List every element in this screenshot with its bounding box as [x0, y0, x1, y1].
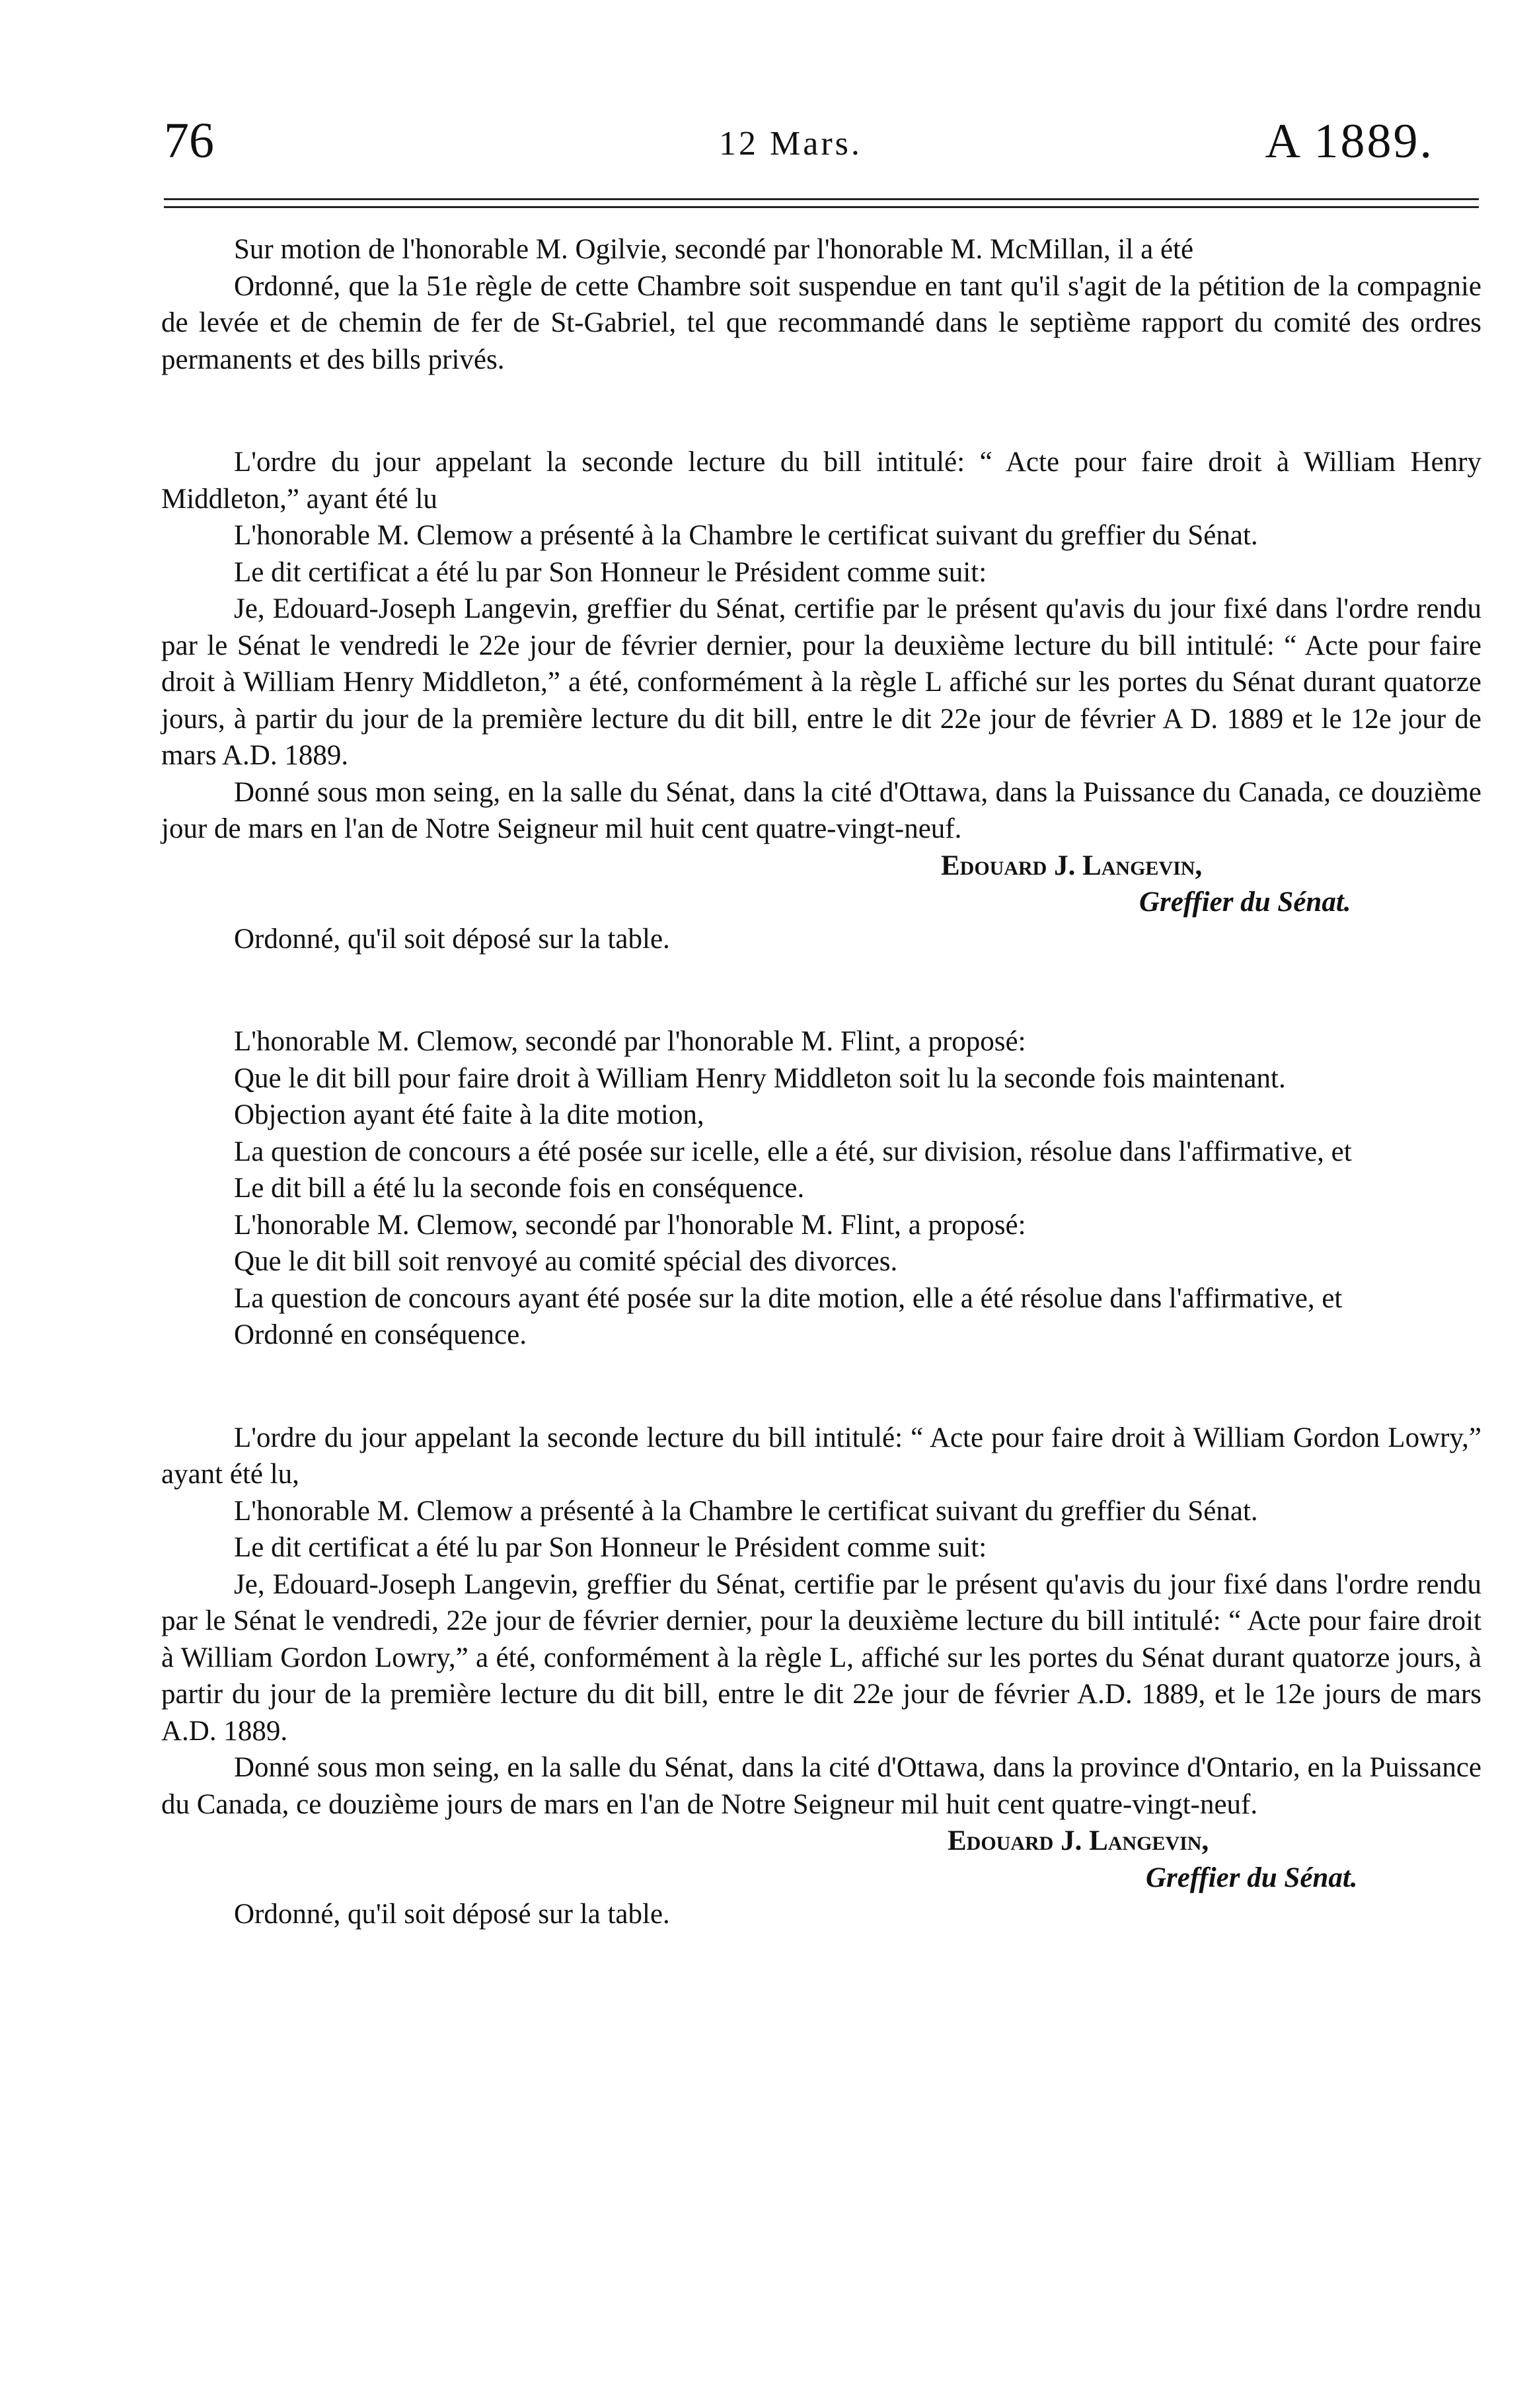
paragraph: Que le dit bill soit renvoyé au comité spécial des divorces.	[234, 1246, 898, 1277]
paragraph: L'honorable M. Clemow, secondé par l'honorable M. Flint, a proposé:	[234, 1209, 1026, 1241]
certificate-text: Je, Edouard-Joseph Langevin, greffier du Sénat, certifie par le présent qu'avis du jour fixé dans l'ordre rendu par le Sénat le vendredi le 22e jour de février dernier, pour la deuxième lecture du bill intitulé: “ Acte pour faire droit à William Henry Middleton,” a été, conformément à la règle L affiché sur les portes du Sénat durant quatorze jours, à partir du jour de la première lecture du dit bill, entre le dit 22e jour de février A D. 1889 et le 12e jour de mars A.D. 1889.	[161, 593, 1481, 771]
spacer	[161, 957, 1481, 1023]
paragraph: Le dit certificat a été lu par Son Honneur le Président comme suit:	[234, 1532, 987, 1563]
paragraph: Objection ayant été faite à la dite motion,	[234, 1099, 704, 1130]
page-number: 76	[164, 113, 214, 168]
header-rule-bottom	[164, 206, 1479, 208]
paragraph: L'honorable M. Clemow a présenté à la Chambre le certificat suivant du greffier du Sénat.	[234, 520, 1258, 551]
page-header	[164, 99, 1434, 178]
signature-title: Greffier du Sénat.	[1146, 1862, 1358, 1893]
signature-title: Greffier du Sénat.	[1139, 887, 1351, 918]
paragraph: L'ordre du jour appelant la seconde lecture du bill intitulé: “ Acte pour faire droit à William Henry Middleton,” ayant été lu	[161, 447, 1481, 515]
paragraph: Que le dit bill pour faire droit à William Henry Middleton soit lu la seconde fois maintenant.	[234, 1062, 1286, 1094]
paragraph: Ordonné en conséquence.	[234, 1319, 527, 1350]
certificate-text: Je, Edouard-Joseph Langevin, greffier du Sénat, certifie par le présent qu'avis du jour fixé dans l'ordre rendu par le Sénat le vendredi, 22e jour de février dernier, pour la deuxième lecture du bill intitulé: “ Acte pour faire droit à William Gordon Lowry,” a été, conformément à la règle L, affiché sur les portes du Sénat durant quatorze jours, à partir du jour de la première lecture du dit bill, entre le dit 22e jour de février A.D. 1889, et le 12e jours de mars A.D. 1889.	[161, 1568, 1481, 1747]
page-date-heading: 12 Mars.	[719, 125, 862, 163]
paragraph: Ordonné, qu'il soit déposé sur la table.	[234, 923, 670, 955]
paragraph: Ordonné, qu'il soit déposé sur la table.	[234, 1899, 670, 1930]
paragraph: L'honorable M. Clemow, secondé par l'honorable M. Flint, a proposé:	[234, 1026, 1026, 1057]
paragraph: Le dit certificat a été lu par Son Honneur le Président comme suit:	[234, 556, 987, 588]
spacer	[161, 1354, 1481, 1420]
document-body	[161, 231, 1481, 1933]
paragraph: Sur motion de l'honorable M. Ogilvie, secondé par l'honorable M. McMillan, il a été	[234, 234, 1194, 265]
paragraph: Le dit bill a été lu la seconde fois en conséquence.	[234, 1173, 805, 1204]
paragraph: L'ordre du jour appelant la seconde lecture du bill intitulé: “ Acte pour faire droit à William Gordon Lowry,” ayant été lu,	[161, 1422, 1481, 1490]
paragraph: Ordonné, que la 51e règle de cette Chambre soit suspendue en tant qu'il s'agit de la pétition de la compagnie de levée et de chemin de fer de St-Gabriel, tel que recommandé dans le septième rapport du comité des ordres permanents et des bills privés.	[161, 270, 1481, 375]
paragraph: L'honorable M. Clemow a présenté à la Chambre le certificat suivant du greffier du Sénat.	[234, 1495, 1258, 1527]
signature-name: Edouard J. Langevin,	[941, 850, 1203, 881]
paragraph: La question de concours ayant été posée sur la dite motion, elle a été résolue dans l'affirmative, et	[234, 1282, 1343, 1314]
page-year: A 1889.	[1265, 114, 1434, 168]
header-rule-top	[164, 198, 1479, 200]
paragraph: Donné sous mon seing, en la salle du Sénat, dans la cité d'Ottawa, dans la Puissance du Canada, ce douzième jour de mars en l'an de Notre Seigneur mil huit cent quatre-vingt-neuf.	[161, 776, 1481, 844]
paragraph: La question de concours a été posée sur icelle, elle a été, sur division, résolue dans l'affirmative, et	[234, 1136, 1352, 1167]
paragraph: Donné sous mon seing, en la salle du Sénat, dans la cité d'Ottawa, dans la province d'Ontario, en la Puissance du Canada, ce douzième jours de mars en l'an de Notre Seigneur mil huit cent quatre-vingt-neuf.	[161, 1752, 1481, 1820]
signature-name: Edouard J. Langevin,	[948, 1825, 1209, 1856]
spacer	[161, 378, 1481, 444]
